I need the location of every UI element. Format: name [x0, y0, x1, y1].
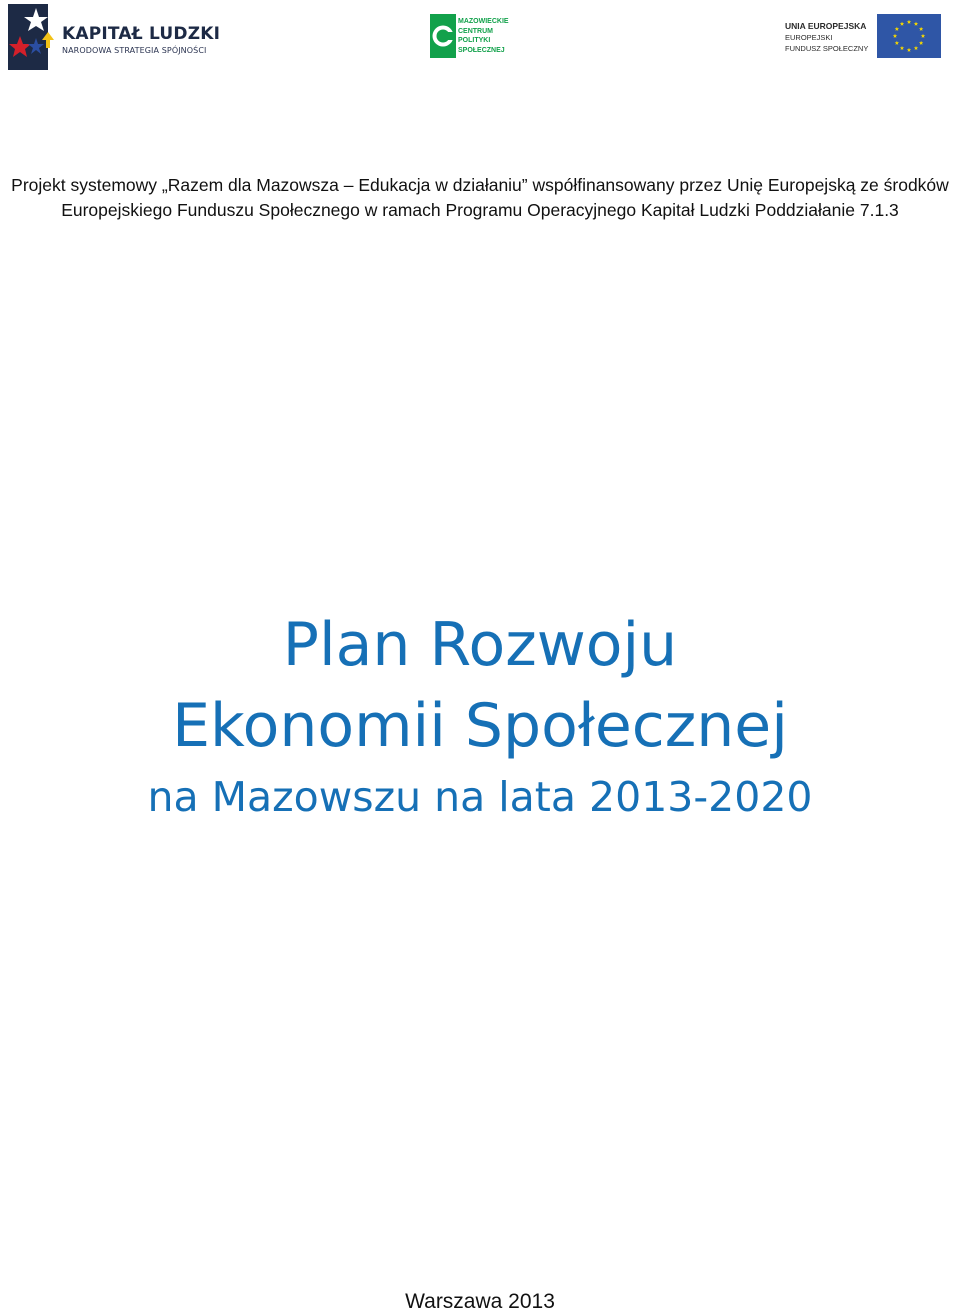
title-line-3: na Mazowszu na lata 2013-2020 — [147, 773, 813, 821]
mcps-line: MAZOWIECKIE — [458, 18, 509, 25]
funding-note: Projekt systemowy „Razem dla Mazowsza – Edukacja w działaniu” współfinansowany przez Unię Europejską ze środków Europejskiego Funduszu Społecznego w ramach Programu Operacyjnego Kapitał Ludzki Poddziałanie 7.1.3 — [11, 175, 949, 220]
kapital-ludzki-logo — [6, 2, 220, 72]
place-and-year: Warszawa 2013 — [405, 1290, 555, 1313]
mcps-line: POLITYKI — [458, 37, 491, 45]
mcps-c-mark-icon — [430, 14, 456, 58]
document-title — [0, 604, 960, 828]
mcps-name — [458, 17, 509, 55]
kapital-ludzki-subtitle: NARODOWA STRATEGIA SPÓJNOŚCI — [62, 46, 207, 55]
mcps-line: SPOŁECZNEJ — [458, 46, 505, 54]
kapital-ludzki-title: KAPITAŁ LUDZKI — [62, 24, 221, 44]
eu-flag-icon — [877, 14, 941, 58]
title-line-2: Ekonomii Społecznej — [172, 691, 788, 761]
kapital-ludzki-emblem-icon — [6, 2, 58, 72]
title-line-1: Plan Rozwoju — [282, 610, 678, 680]
eu-line: EUROPEJSKI — [785, 33, 833, 42]
eu-heading: UNIA EUROPEJSKA — [785, 21, 867, 31]
eu-fund-text — [785, 21, 868, 54]
eu-line: FUNDUSZ SPOŁECZNY — [785, 44, 869, 53]
mcps-logo — [430, 14, 530, 60]
logo-bar — [0, 0, 960, 80]
mcps-line: CENTRUM — [458, 27, 493, 35]
unia-europejska-logo — [779, 14, 945, 60]
